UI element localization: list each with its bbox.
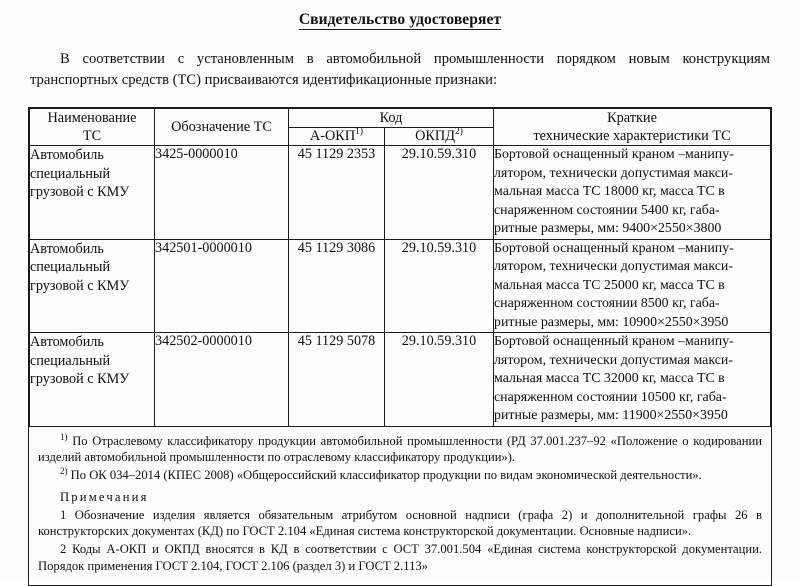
vehicle-identification-table xyxy=(29,108,771,426)
cell-vehicle-name xyxy=(30,333,155,426)
cell-spec-line1: Бортовой оснащенный краном –манипу- xyxy=(494,147,734,163)
table-row xyxy=(30,239,771,332)
cell-specs xyxy=(494,333,771,426)
cell-spec-line3: мальная масса ТС 18000 кг, масса ТС в xyxy=(494,184,725,200)
column-header-name-line2: ТС xyxy=(82,128,102,145)
cell-spec-line4: снаряженном состоянии 10500 кг, габа- xyxy=(494,389,727,405)
cell-name-line2: специальный xyxy=(30,352,111,369)
cell-spec-line5: ритные размеры, мм: 11900×2550×3950 xyxy=(494,408,728,424)
cell-vehicle-name xyxy=(30,146,155,239)
column-header-aokp xyxy=(289,128,385,146)
table-header-row-1 xyxy=(30,109,771,128)
cell-name-line2: специальный xyxy=(30,259,111,276)
note-item-1: 1 Обозначение изделия является обязательным атрибутом основной надписи (графа 2) и дополнительной графы 26 в конструкторских документах (КД) по ГОСТ 2.104 «Единая система конструкторской документации. Основные надписи». xyxy=(38,507,762,539)
table-header xyxy=(30,109,771,146)
vehicle-table-container xyxy=(28,107,772,426)
notes-section xyxy=(28,427,772,586)
column-header-code-group: Код xyxy=(289,109,494,128)
column-header-okpd-label: ОКПД xyxy=(415,128,456,145)
cell-spec-line4: снаряженном состоянии 8500 кг, габа- xyxy=(494,296,720,312)
cell-name-line1: Автомобиль xyxy=(30,240,104,257)
note-item-2: 2 Коды А-ОКП и ОКПД вносятся в КД в соответствии с ОСТ 37.001.504 «Единая система конструкторской документации. Порядок применения ГОСТ 2.104, ГОСТ 2.106 (раздел 3) и ГОСТ 2.113» xyxy=(38,542,762,574)
footnote-1 xyxy=(38,433,762,466)
cell-spec-line3: мальная масса ТС 32000 кг, масса ТС в xyxy=(494,371,725,387)
cell-spec-line5: ритные размеры, мм: 10900×2550×3950 xyxy=(494,314,729,330)
cell-okpd-code: 29.10.59.310 xyxy=(385,239,494,332)
cell-spec-line2: лятором, технически допустимая макси- xyxy=(494,259,733,275)
footnote-2-marker: 2) xyxy=(60,465,68,476)
footnote-2-text: По ОК 034–2014 (КПЕС 2008) «Общероссийский классификатор продукции по видам экономической деятельности». xyxy=(70,467,702,482)
cell-spec-line1: Бортовой оснащенный краном –манипу- xyxy=(494,334,734,350)
cell-okpd-code: 29.10.59.310 xyxy=(385,146,494,239)
cell-spec-line2: лятором, технически допустимая макси- xyxy=(494,352,733,368)
column-header-specs xyxy=(494,109,771,146)
footnote-1-marker: 1) xyxy=(60,431,68,442)
cell-name-line3: грузовой с КМУ xyxy=(30,184,130,201)
cell-specs xyxy=(494,239,771,332)
footnote-ref-1: 1) xyxy=(355,127,364,138)
table-body xyxy=(30,146,771,426)
column-header-name-line1: Наименование xyxy=(47,110,137,127)
notes-heading: Примечания xyxy=(60,489,149,504)
cell-name-line3: грузовой с КМУ xyxy=(30,371,130,388)
footnote-1-text: По Отраслевому классификатору продукции автомобильной промышленности (РД 37.001.237–92 «Положение о кодировании изделий автомобильной промышленности по отраслевому классификатору продукции»). xyxy=(38,433,762,465)
cell-aokp-code: 45 1129 5078 xyxy=(289,333,385,426)
column-header-specs-line1: Краткие xyxy=(607,110,657,127)
column-header-name xyxy=(30,109,155,146)
cell-spec-line5: ритные размеры, мм: 9400×2550×3800 xyxy=(494,221,722,237)
cell-name-line1: Автомобиль xyxy=(30,334,104,351)
cell-spec-line2: лятором, технически допустимая макси- xyxy=(494,165,733,181)
cell-spec-line4: снаряженном состоянии 5400 кг, габа- xyxy=(494,202,720,218)
cell-designation: 342502-0000010 xyxy=(155,333,289,426)
page-title-text: Свидетельство удостоверяет xyxy=(298,11,502,28)
cell-aokp-code: 45 1129 3086 xyxy=(289,239,385,332)
footnote-ref-2: 2) xyxy=(455,127,463,138)
column-header-designation: Обозначение ТС xyxy=(155,109,289,146)
intro-paragraph: В соответствии с установленным в автомобильной промышленности порядком новым конструкциям транспортных средств (ТС) присваиваются идентификационные признаки: xyxy=(30,51,770,88)
column-header-okpd xyxy=(385,128,494,146)
table-row xyxy=(30,146,771,239)
cell-aokp-code: 45 1129 2353 xyxy=(289,146,385,239)
cell-name-line2: специальный xyxy=(30,165,111,182)
cell-spec-line1: Бортовой оснащенный краном –манипу- xyxy=(494,240,734,256)
cell-specs xyxy=(494,146,771,239)
page-title xyxy=(0,0,800,29)
cell-spec-line3: мальная масса ТС 25000 кг, масса ТС в xyxy=(494,277,725,293)
footnote-2 xyxy=(38,467,762,484)
cell-designation: 3425-0000010 xyxy=(155,146,289,239)
cell-okpd-code: 29.10.59.310 xyxy=(385,333,494,426)
column-header-aokp-label: А-ОКП xyxy=(309,128,356,145)
column-header-specs-line2: технические характеристики ТС xyxy=(533,128,731,145)
cell-designation: 342501-0000010 xyxy=(155,239,289,332)
table-row xyxy=(30,333,771,426)
cell-vehicle-name xyxy=(30,239,155,332)
cell-name-line1: Автомобиль xyxy=(30,147,104,164)
cell-name-line3: грузовой с КМУ xyxy=(30,277,130,294)
